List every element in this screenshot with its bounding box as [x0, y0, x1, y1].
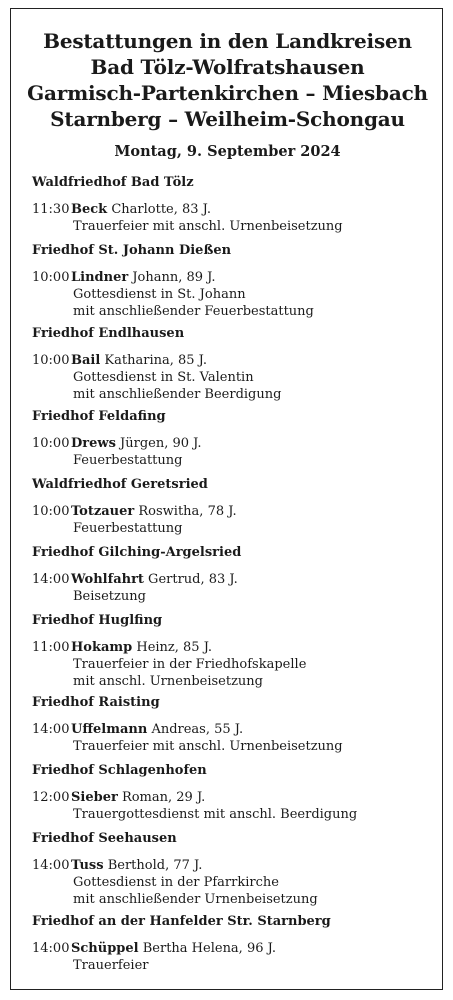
ceremony-detail: Trauerfeier mit anschl. Urnenbeisetzung: [73, 739, 343, 755]
cemetery-section: [32, 174, 437, 242]
ceremony-detail: Gottesdienst in St. Johann: [73, 287, 246, 302]
entry-main-line: [32, 201, 437, 218]
ceremony-detail: Trauerfeier: [73, 958, 149, 974]
ceremony-detail: Gottesdienst in der Pfarrkirche: [73, 875, 279, 891]
ceremony-detail: Feuerbestattung: [73, 452, 183, 468]
ceremony-detail: mit anschließender Urnenbeisetzung: [73, 892, 318, 908]
funeral-time: 11:00: [32, 639, 70, 655]
ceremony-detail: mit anschl. Urnenbeisetzung: [73, 673, 263, 689]
entry-main-line: [32, 639, 437, 656]
funeral-time: 10:00: [32, 503, 70, 519]
funeral-time: 14:00: [32, 722, 70, 738]
notice-header: [11, 28, 444, 162]
deceased-name-age: Andreas, 55 J.: [147, 722, 244, 738]
funeral-list: [32, 174, 437, 981]
cemetery-name: Friedhof Schlagenhofen: [32, 763, 207, 779]
cemetery-name: Friedhof Gilching-Argelsried: [32, 544, 242, 560]
cemetery-name: Friedhof St. Johann Dießen: [32, 243, 232, 258]
cemetery-name: Friedhof Raisting: [32, 695, 160, 711]
funeral-entry: [32, 789, 437, 823]
cemetery-section: [32, 408, 437, 476]
entry-main-line: [32, 503, 437, 520]
ceremony-detail: Gottesdienst in St. Valentin: [73, 369, 254, 385]
deceased-surname: Beck: [71, 202, 108, 217]
funeral-entry: [32, 639, 437, 690]
cemetery-name: Friedhof Seehausen: [32, 831, 177, 847]
deceased-surname: Schüppel: [71, 941, 139, 957]
entry-main-line: [32, 789, 437, 806]
funeral-entry: [32, 940, 437, 974]
cemetery-name: Friedhof Feldafing: [32, 408, 166, 424]
funeral-entry: [32, 201, 437, 235]
cemetery-section: [32, 325, 437, 408]
cemetery-section: [32, 476, 437, 544]
deceased-surname: Wohlfahrt: [71, 571, 144, 587]
funeral-time: 14:00: [32, 941, 70, 957]
funeral-entry: [32, 269, 437, 320]
cemetery-section: [32, 913, 437, 981]
funeral-time: 14:00: [32, 858, 70, 874]
ceremony-detail: Trauerfeier in der Friedhofskapelle: [73, 656, 307, 672]
title-line: Bad Tölz-Wolfratshausen: [90, 55, 365, 79]
funeral-entry: [32, 857, 437, 908]
deceased-surname: Hokamp: [71, 639, 133, 655]
entry-main-line: [32, 269, 437, 286]
deceased-name-age: Roman, 29 J.: [117, 790, 206, 806]
deceased-surname: Lindner: [71, 270, 129, 285]
deceased-name-age: Berthold, 77 J.: [103, 858, 203, 874]
ceremony-detail: Trauergottesdienst mit anschl. Beerdigung: [73, 807, 358, 823]
funeral-time: 10:00: [32, 435, 70, 451]
entry-main-line: [32, 940, 437, 957]
funeral-entry: [32, 721, 437, 755]
entry-main-line: [32, 571, 437, 588]
notice-date: Montag, 9. September 2024: [114, 143, 341, 160]
funeral-time: 10:00: [32, 352, 70, 368]
deceased-surname: Uffelmann: [71, 722, 148, 738]
deceased-name-age: Jürgen, 90 J.: [115, 435, 202, 451]
deceased-surname: Sieber: [71, 790, 118, 806]
entry-main-line: [32, 857, 437, 874]
funeral-entry: [32, 435, 437, 469]
cemetery-name: Waldfriedhof Bad Tölz: [32, 175, 194, 190]
entry-main-line: [32, 721, 437, 738]
cemetery-name: Waldfriedhof Geretsried: [32, 476, 208, 492]
entry-main-line: [32, 435, 437, 452]
notice-frame: [10, 8, 443, 990]
ceremony-detail: Trauerfeier mit anschl. Urnenbeisetzung: [73, 219, 343, 234]
funeral-time: 12:00: [32, 790, 70, 806]
entry-main-line: [32, 352, 437, 369]
deceased-name-age: Heinz, 85 J.: [132, 639, 213, 655]
funeral-time: 14:00: [32, 571, 70, 587]
ceremony-detail: Feuerbestattung: [73, 520, 183, 536]
ceremony-detail: mit anschließender Feuerbestattung: [73, 304, 314, 319]
funeral-entry: [32, 352, 437, 403]
cemetery-name: Friedhof an der Hanfelder Str. Starnberg: [32, 914, 331, 930]
cemetery-section: [32, 612, 437, 695]
funeral-time: 11:30: [32, 202, 70, 217]
deceased-name-age: Bertha Helena, 96 J.: [138, 941, 276, 957]
cemetery-section: [32, 830, 437, 913]
cemetery-section: [32, 242, 437, 325]
deceased-name-age: Johann, 89 J.: [128, 270, 216, 285]
cemetery-section: [32, 544, 437, 612]
cemetery-section: [32, 694, 437, 762]
deceased-surname: Totzauer: [71, 503, 135, 519]
funeral-time: 10:00: [32, 270, 70, 285]
funeral-entry: [32, 571, 437, 605]
title-line: Starnberg – Weilheim-Schongau: [50, 107, 405, 131]
cemetery-name: Friedhof Endlhausen: [32, 325, 185, 341]
cemetery-name: Friedhof Huglfing: [32, 612, 163, 628]
deceased-name-age: Roswitha, 78 J.: [134, 503, 237, 519]
deceased-name-age: Gertrud, 83 J.: [143, 571, 238, 587]
deceased-name-age: Charlotte, 83 J.: [107, 202, 212, 217]
deceased-surname: Bail: [71, 352, 101, 368]
deceased-name-age: Katharina, 85 J.: [100, 352, 208, 368]
deceased-surname: Drews: [71, 435, 116, 451]
ceremony-detail: Beisetzung: [73, 588, 146, 604]
title-line: Garmisch-Partenkirchen – Miesbach: [27, 81, 428, 105]
deceased-surname: Tuss: [71, 858, 104, 874]
title-line: Bestattungen in den Landkreisen: [43, 29, 412, 53]
funeral-entry: [32, 503, 437, 537]
cemetery-section: [32, 762, 437, 830]
ceremony-detail: mit anschließender Beerdigung: [73, 386, 282, 402]
